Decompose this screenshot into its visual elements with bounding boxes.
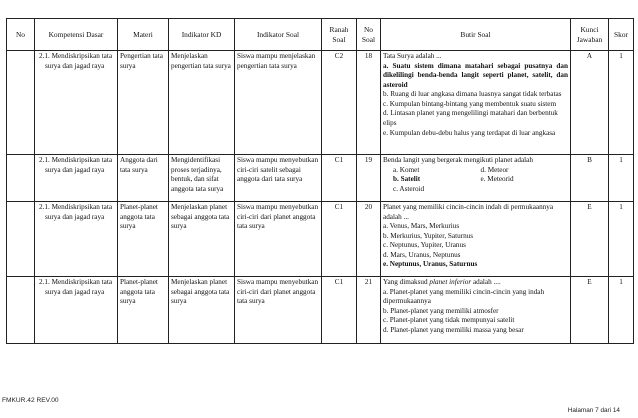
- skor-cell: 1: [609, 51, 634, 155]
- materi-cell: Planet-planet anggota tata surya: [118, 202, 169, 277]
- header-kompetensi-dasar: Kompetensi Dasar: [35, 19, 118, 51]
- indikator-kd-cell: Menjelaskan pengertian tata surya: [169, 51, 235, 155]
- indikator-kd-cell: Menjelaskan planet sebagai anggota tata surya: [169, 202, 235, 277]
- option-c: c. Asteroid: [393, 184, 425, 193]
- question-grid-table: [6, 18, 634, 344]
- option-b: b. Merkurius, Yupiter, Saturnus: [383, 231, 474, 240]
- option-d: d. Lintasan planet yang mengelilingi matahari dan berbentuk elips: [383, 109, 558, 128]
- kd-cell: [35, 202, 118, 277]
- header-indikator-kd: Indikator KD: [169, 19, 235, 51]
- option-pair-ad: [383, 166, 568, 176]
- stem-pre: Yang dimaksud: [383, 278, 430, 286]
- materi-cell: Pengertian tata surya: [118, 51, 169, 155]
- indikator-soal-cell: Siswa mampu menyebutkan ciri-ciri satelit sebagai anggota dari tata surya: [235, 155, 322, 202]
- row-no-cell: [7, 155, 35, 202]
- indikator-soal-cell: Siswa mampu menjelaskan pengertian tata surya: [235, 51, 322, 155]
- option-pair-be: [383, 175, 568, 185]
- option-a: a. Planet-planet yang memiliki cincin-cincin yang indah dipermukaannya: [383, 287, 545, 306]
- indikator-soal-cell: Siswa mampu menyebutkan ciri-ciri dari planet anggota tata surya: [235, 277, 322, 344]
- header-no: No: [7, 19, 35, 51]
- indikator-soal-cell: Siswa mampu menyebutkan ciri-ciri dari planet anggota tata surya: [235, 202, 322, 277]
- materi-cell: Anggota dari tata surya: [118, 155, 169, 202]
- kunci-cell: A: [571, 51, 609, 155]
- option-e: e. Kumpulan debu-debu halus yang terdapat di luar angkasa: [383, 128, 556, 137]
- option-e: e. Neptunus, Uranus, Saturnus: [383, 260, 478, 269]
- no-soal-cell: 20: [357, 202, 381, 277]
- option-d: d. Planet-planet yang memiliki massa yang besar: [383, 325, 524, 334]
- stem-emphasis: planet inferior: [429, 278, 472, 286]
- option-b: b. Satelit: [393, 175, 421, 184]
- ranah-cell: C1: [322, 202, 357, 277]
- indikator-kd-cell: Mengidentifikasi proses terjadinya, bentuk, dan sifat anggota tata surya: [169, 155, 235, 202]
- kunci-cell: E: [571, 202, 609, 277]
- kd-text: 2.1. Mendiskripsikan tata surya dan jagad raya: [39, 278, 113, 296]
- header-indikator-soal: Indikator Soal: [235, 19, 322, 51]
- page-number: Halaman 7 dari 14: [567, 407, 620, 414]
- kd-cell: [35, 155, 118, 202]
- table-row: [7, 51, 634, 155]
- question-stem: Benda langit yang bergerak mengikuti planet adalah: [383, 156, 533, 164]
- stem-post: adalah ....: [471, 278, 501, 286]
- table-row: [7, 277, 634, 344]
- ranah-cell: C1: [322, 155, 357, 202]
- kd-text: 2.1. Mendiskripsikan tata surya dan jagad raya: [39, 156, 113, 174]
- kd-text: 2.1. Mendiskripsikan tata surya dan jagad raya: [39, 203, 113, 221]
- skor-cell: 1: [609, 202, 634, 277]
- kunci-cell: E: [571, 277, 609, 344]
- header-no-soal: No Soal: [357, 19, 381, 51]
- ranah-cell: C1: [322, 277, 357, 344]
- option-b: b. Planet-planet yang memiliki atmosfer: [383, 306, 499, 315]
- no-soal-cell: 19: [357, 155, 381, 202]
- question-stem: Planet yang memiliki cincin-cincin indah di permukaannya adalah ...: [383, 203, 554, 221]
- butir-soal-cell: [381, 202, 571, 277]
- question-stem: [383, 278, 568, 288]
- header-materi: Materi: [118, 19, 169, 51]
- row-no-cell: [7, 51, 35, 155]
- option-a: a. Venus, Mars, Merkurius: [383, 222, 460, 231]
- kd-text: 2.1. Mendiskripsikan tata surya dan jagad raya: [39, 52, 113, 70]
- skor-cell: 1: [609, 155, 634, 202]
- table-row: [7, 202, 634, 277]
- butir-soal-cell: [381, 51, 571, 155]
- option-d: d. Mars, Uranus, Neptunus: [383, 250, 461, 259]
- no-soal-cell: 21: [357, 277, 381, 344]
- ranah-cell: C2: [322, 51, 357, 155]
- kunci-cell: B: [571, 155, 609, 202]
- option-a: a. Suatu sistem dimana matahari sebagai pusatnya dan dikelilingi benda-benda langit seperti planet, satelit, dan asteroid: [383, 61, 568, 89]
- option-c: c. Planet-planet yang tidak mempunyai satelit: [383, 316, 515, 325]
- document-code: FMKUR.42 REV.00: [2, 397, 59, 404]
- option-c: c. Neptunus, Yupiter, Uranus: [383, 241, 466, 250]
- row-no-cell: [7, 277, 35, 344]
- option-c: c. Kumpulan bintang-bintang yang membentuk suatu sistem: [383, 99, 557, 108]
- row-no-cell: [7, 202, 35, 277]
- table-row: [7, 155, 634, 202]
- option-e: e. Meteorid: [480, 175, 514, 184]
- kd-cell: [35, 51, 118, 155]
- skor-cell: 1: [609, 277, 634, 344]
- header-kunci-jawaban: Kunci Jawaban: [571, 19, 609, 51]
- no-soal-cell: 18: [357, 51, 381, 155]
- option-b: b. Ruang di luar angkasa dimana luasnya sangat tidak terbatas: [383, 90, 562, 99]
- header-row: [7, 19, 634, 51]
- materi-cell: Planet-planet anggota tata surya: [118, 277, 169, 344]
- question-grid-sheet: [6, 18, 633, 344]
- butir-soal-cell: [381, 155, 571, 202]
- header-ranah-soal: Ranah Soal: [322, 19, 357, 51]
- butir-soal-cell: [381, 277, 571, 344]
- kd-cell: [35, 277, 118, 344]
- header-butir-soal: Butir Soal: [381, 19, 571, 51]
- option-a: a. Komet: [393, 165, 420, 174]
- indikator-kd-cell: Menjelaskan planet sebagai anggota tata surya: [169, 277, 235, 344]
- option-d: d. Meteor: [480, 165, 509, 174]
- question-stem: Tata Surya adalah ...: [383, 52, 442, 60]
- header-skor: Skor: [609, 19, 634, 51]
